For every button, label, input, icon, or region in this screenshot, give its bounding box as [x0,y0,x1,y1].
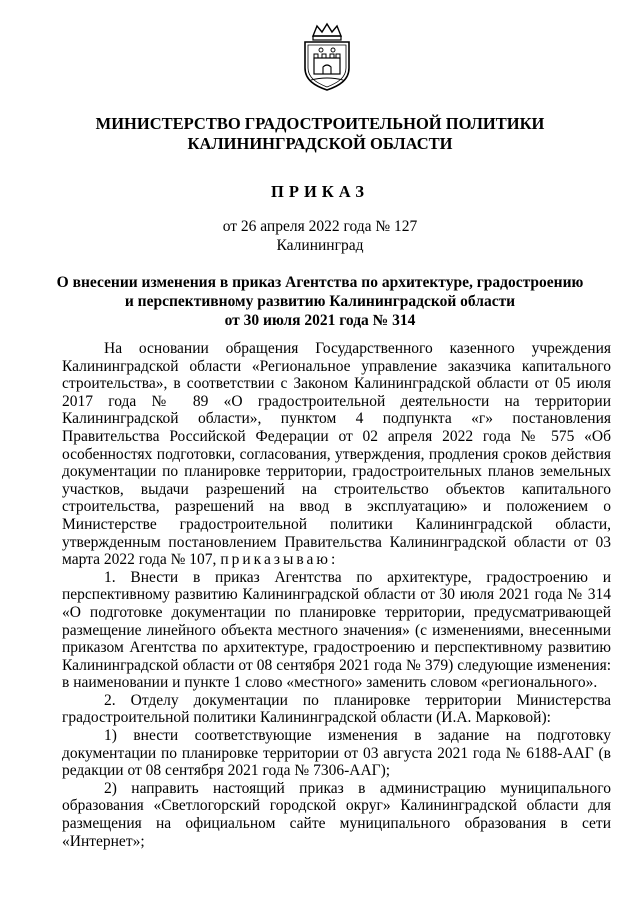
subject-line-3: от 30 июля 2021 года № 314 [224,312,416,329]
subject-line-2: и перспективному развитию Калининградской области [124,293,516,310]
document-body [62,340,611,850]
document-subject [0,273,640,330]
item-2-1-paragraph: 1) внести соответствующие изменения в задание на подготовку документации по планировке территории от 03 августа 2021 года № 6188-ААГ (в редакции от 08 сентября 2021 года № 7306-ААГ); [62,727,611,780]
document-type: ПРИКАЗ [271,182,369,201]
ministry-name [0,114,640,154]
date-number: от 26 апреля 2022 года № 127 [222,218,418,235]
item-1-paragraph: 1. Внести в приказ Агентства по архитектуре, градостроению и перспективному развитию Калининградской области от 30 июля 2021 года № 314 «О подготовке документации по планировке территории, предусматривающей размещение линейного объекта местного значения» (с изменениями, внесенными приказом Агентства по архитектуре, градостроению и перспективному развитию Калининградской области от 08 сентября 2021 года № 379) следующие изменения: в наименовании и пункте 1 слово «местного» заменить словом «регионального». [62,568,611,692]
city: Калининград [276,237,364,254]
coat-of-arms-drawing [299,22,355,92]
preamble-paragraph [62,340,611,569]
item-2-paragraph: 2. Отделу документации по планировке территории Министерства градостроительной политики Калининградской области (И.А. Марковой): [62,691,611,727]
preamble-text: На основании обращения Государственного казенного учреждения Калининградской области «Региональное управление заказчика капитального строительства», в соответствии с Законом Калининградской области от 05 июля 2017 года № 89 «О градостроительной деятельности на территории Калининградской области», пунктом 4 подпункта «г» постановления Правительства Российской Федерации от 02 апреля 2022 года № 575 «Об особенностях подготовки, согласования, утверждения, продления сроков действия документации по планировке территории, градостроительных планов земельных участков, выдачи разрешений на строительство объектов капитального строительства, разрешений на ввод в эксплуатацию» и положением о Министерстве градостроительной политики Калининградской области, утвержденным постановлением Правительства Калининградской области от 03 марта 2022 года № 107, [62,340,611,569]
subject-line-1: О внесении изменения в приказ Агентства по архитектуре, градостроению [56,274,584,291]
ministry-line-1: МИНИСТЕРСТВО ГРАДОСТРОИТЕЛЬНОЙ ПОЛИТИКИ [95,114,545,133]
document-meta [0,217,640,255]
order-word: приказываю: [220,551,339,569]
item-2-2-paragraph: 2) направить настоящий приказ в администрацию муниципального образования «Светлогорский городской округ» Калининградской области для размещения на официальном сайте муниципального образования в сети «Интернет»; [62,779,611,850]
ministry-line-2: КАЛИНИНГРАДСКОЙ ОБЛАСТИ [187,134,453,153]
coat-of-arms-icon [299,22,355,92]
